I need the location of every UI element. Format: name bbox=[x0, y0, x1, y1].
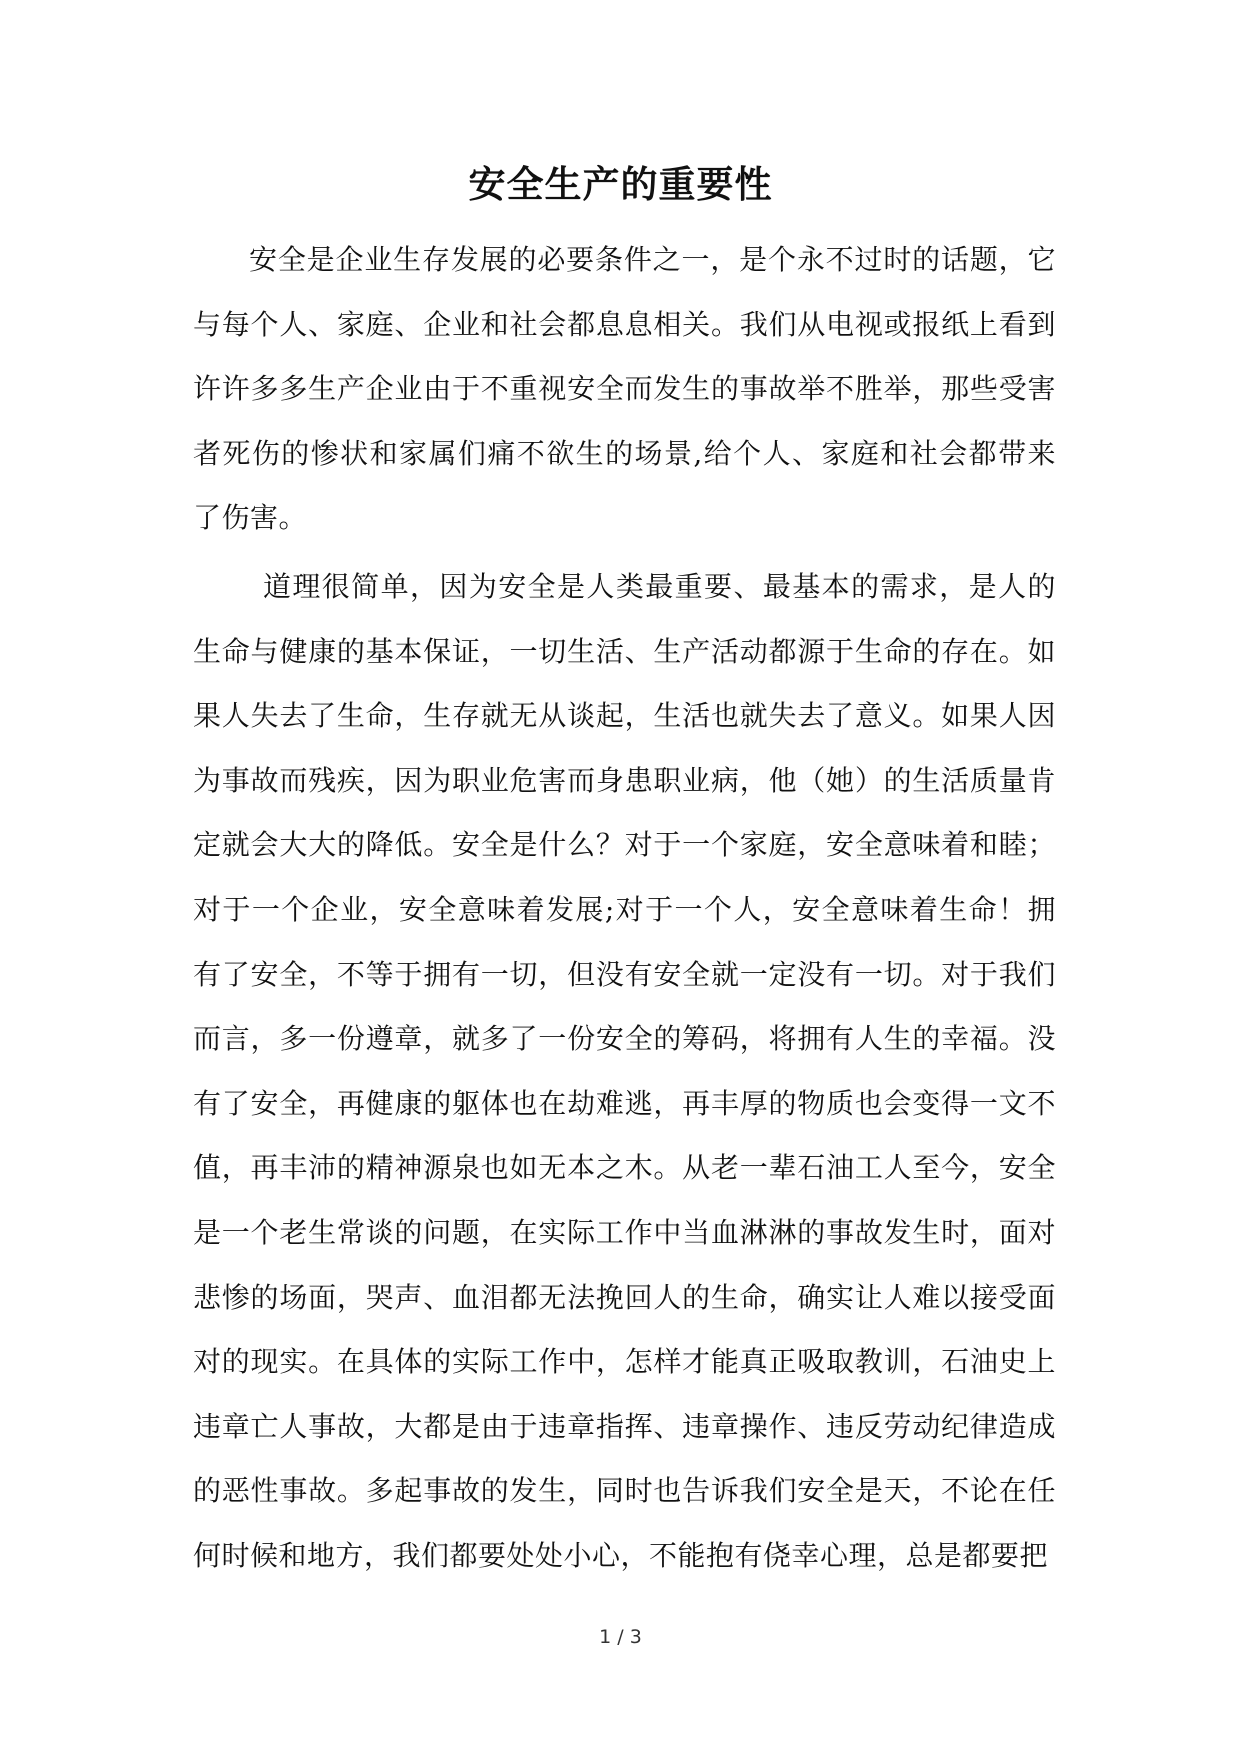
paragraph-1: 安全是企业生存发展的必要条件之一，是个永不过时的话题，它与每个人、家庭、企业和社会都息息相关。我们从电视或报纸上看到许许多多生产企业由于不重视安全而发生的事故举不胜举，那些受害者死伤的惨状和家属们痛不欲生的场景,给个人、家庭和社会都带来了伤害。 bbox=[193, 243, 1056, 535]
document-body bbox=[193, 228, 1056, 1588]
page-number: 1 / 3 bbox=[599, 1626, 642, 1648]
paragraph-2: 道理很简单，因为安全是人类最重要、最基本的需求，是人的生命与健康的基本保证，一切生活、生产活动都源于生命的存在。如果人失去了生命，生存就无从谈起，生活也就失去了意义。如果人因为事故而残疾，因为职业危害而身患职业病，他（她）的生活质量肯定就会大大的降低。安全是什么？对于一个家庭，安全意味着和睦；对于一个企业，安全意味着发展;对于一个人，安全意味着生命！拥有了安全，不等于拥有一切，但没有安全就一定没有一切。对于我们而言，多一份遵章，就多了一份安全的筹码，将拥有人生的幸福。没有了安全，再健康的躯体也在劫难逃，再丰厚的物质也会变得一文不值，再丰沛的精神源泉也如无本之木。从老一辈石油工人至今，安全是一个老生常谈的问题，在实际工作中当血淋淋的事故发生时，面对悲惨的场面，哭声、血泪都无法挽回人的生命，确实让人难以接受面对的现实。在具体的实际工作中，怎样才能真正吸取教训，石油史上违章亡人事故，大都是由于违章指挥、违章操作、违反劳动纪律造成的恶性事故。多起事故的发生，同时也告诉我们安全是天，不论在任何时候和地方，我们都要处处小心，不能抱有侥幸心理，总是都要把 bbox=[193, 569, 1056, 1572]
page-title: 安全生产的重要性 bbox=[468, 162, 773, 206]
